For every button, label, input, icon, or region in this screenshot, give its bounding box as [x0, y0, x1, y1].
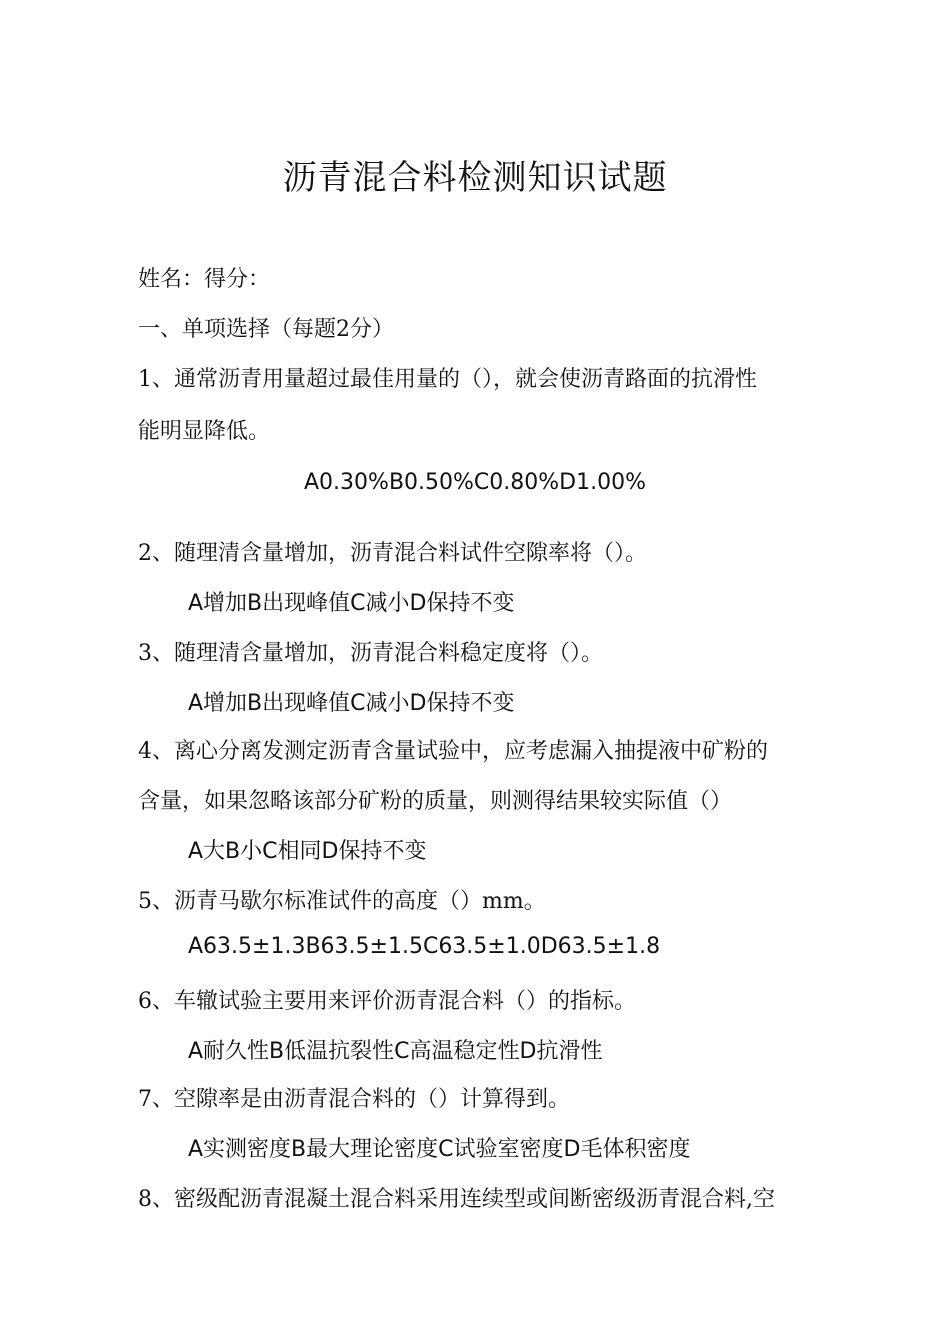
- question-6-options: A耐久性B低温抗裂性C高温稳定性D抗滑性: [188, 1039, 603, 1064]
- question-6-text: 6、车辙试验主要用来评价沥青混合料（）的指标。: [138, 989, 636, 1014]
- question-7-options: A实测密度B最大理论密度C试验室密度D毛体积密度: [188, 1137, 691, 1162]
- question-3-text: 3、随理清含量增加，沥青混合料稳定度将（）。: [138, 641, 603, 666]
- question-1-line-1: 1、通常沥青用量超过最佳用量的（），就会使沥青路面的抗滑性: [138, 367, 757, 392]
- question-5-options: A63.5±1.3B63.5±1.5C63.5±1.0D63.5±1.8: [188, 934, 661, 959]
- question-8-text: 8、密级配沥青混凝土混合料采用连续型或间断密级沥青混合料,空: [138, 1187, 775, 1212]
- question-1-line-2: 能明显降低。: [138, 419, 271, 444]
- question-3-options: A增加B出现峰值C减小D保持不变: [188, 691, 515, 716]
- question-5-text: 5、沥青马歇尔标准试件的高度（）mm。: [138, 889, 546, 914]
- name-score-line: 姓名：得分：: [138, 267, 271, 292]
- question-2-text: 2、随理清含量增加，沥青混合料试件空隙率将（）。: [138, 541, 647, 566]
- question-7-text: 7、空隙率是由沥青混合料的（）计算得到。: [138, 1087, 570, 1112]
- document-title: 沥青混合料检测知识试题: [282, 158, 668, 198]
- question-4-options: A大B小C相同D保持不变: [188, 839, 427, 864]
- question-2-options: A增加B出现峰值C减小D保持不变: [188, 591, 515, 616]
- question-1-options: A0.30%B0.50%C0.80%D1.00%: [304, 470, 646, 495]
- section-heading: 一、单项选择（每题2分）: [138, 317, 394, 342]
- question-4-line-2: 含量，如果忽略该部分矿粉的质量，则测得结果较实际值（）: [138, 789, 733, 814]
- question-4-line-1: 4、离心分离发测定沥青含量试验中，应考虑漏入抽提液中矿粉的: [138, 739, 768, 764]
